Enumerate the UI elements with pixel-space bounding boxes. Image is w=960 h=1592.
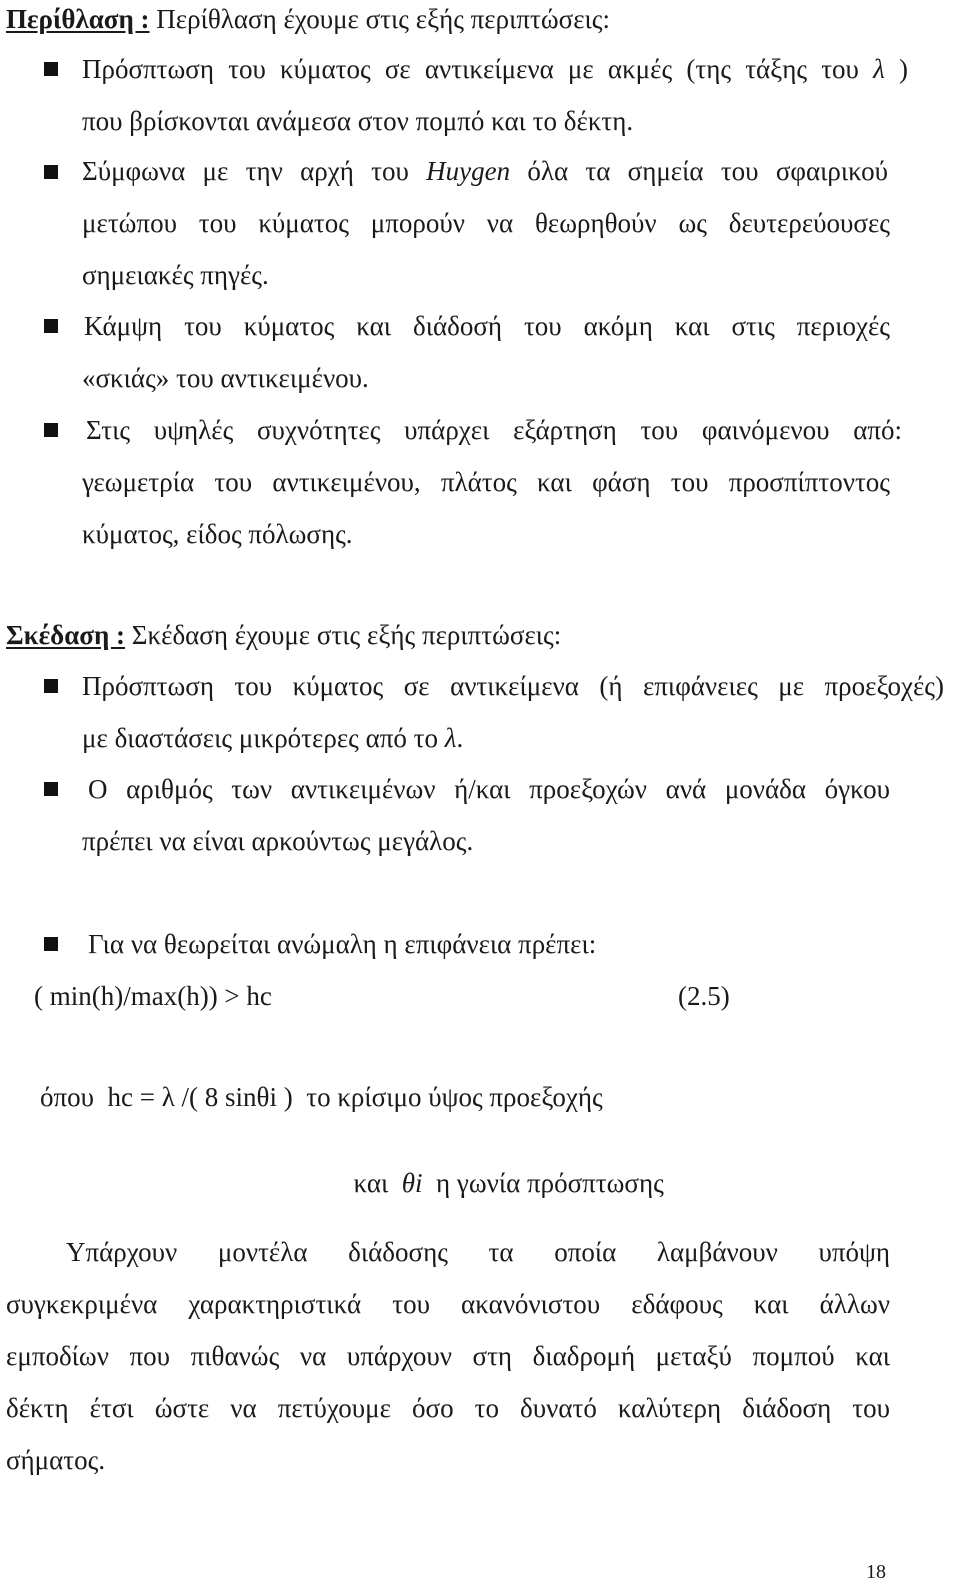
bullet-icon bbox=[44, 782, 58, 796]
diffraction-bullet-4-line-3: κύματος, είδος πόλωσης. bbox=[82, 519, 353, 549]
where-line-1: όπου hc = λ /( 8 sinθi ) το κρίσιμο ύψος προεξοχής bbox=[40, 1082, 603, 1112]
theta-i-symbol: θi bbox=[401, 1168, 423, 1198]
diffraction-bullet-4-line-2: γεωμετρία του αντικειμένου, πλάτος και φάση του προσπίπτοντος bbox=[82, 467, 890, 497]
scattering-intro: Σκέδαση έχουμε στις εξής περιπτώσεις: bbox=[125, 620, 562, 650]
closing-paragraph-line-5: σήματος. bbox=[6, 1445, 106, 1475]
bullet-icon bbox=[44, 423, 58, 437]
page-number: 18 bbox=[866, 1561, 886, 1583]
scattering-intro-line bbox=[6, 618, 561, 652]
diffraction-bullet-2-line-1: Σύμφωνα με την αρχή του Huygen όλα τα σημεία του σφαιρικού bbox=[82, 156, 888, 186]
diffraction-bullet-2-line-3: σημειακές πηγές. bbox=[82, 260, 269, 290]
diffraction-bullet-3-line-1: Κάμψη του κύματος και διάδοσή του ακόμη και στις περιοχές bbox=[84, 311, 890, 341]
where-line-2: και θi η γωνία πρόσπτωσης bbox=[353, 1168, 664, 1198]
diffraction-bullet-1-line-2: που βρίσκονται ανάμεσα στον πομπό και το δέκτη. bbox=[82, 106, 634, 136]
bullet-icon bbox=[44, 937, 58, 951]
equation-number: (2.5) bbox=[678, 981, 730, 1011]
diffraction-intro: Περίθλαση έχουμε στις εξής περιπτώσεις: bbox=[149, 4, 610, 34]
closing-paragraph-line-2: συγκεκριμένα χαρακτηριστικά του ακανόνιστου εδάφους και άλλων bbox=[6, 1289, 890, 1319]
lambda-symbol: λ bbox=[873, 54, 885, 84]
scattering-heading: Σκέδαση : bbox=[6, 620, 126, 650]
diffraction-bullet-1-line-1: Πρόσπτωση του κύματος σε αντικείμενα με ακμές (της τάξης του λ ) bbox=[82, 54, 908, 84]
huygen-name: Huygen bbox=[426, 156, 511, 186]
diffraction-bullet-2-line-2: μετώπου του κύματος μπορούν να θεωρηθούν ως δευτερεύουσες bbox=[82, 208, 890, 238]
diffraction-intro-line bbox=[6, 2, 610, 36]
bullet-icon bbox=[44, 319, 58, 333]
bullet-icon bbox=[44, 62, 58, 76]
diffraction-bullet-4-line-1: Στις υψηλές συχνότητες υπάρχει εξάρτηση του φαινόμενου από: bbox=[86, 415, 902, 445]
scattering-bullet-1-line-1: Πρόσπτωση του κύματος σε αντικείμενα (ή επιφάνειες με προεξοχές) bbox=[82, 671, 944, 701]
bullet-icon bbox=[44, 165, 58, 179]
scattering-bullet-1-line-2: με διαστάσεις μικρότερες από το λ. bbox=[82, 723, 464, 753]
diffraction-bullet-3-line-2: «σκιάς» του αντικειμένου. bbox=[82, 363, 369, 393]
closing-paragraph-line-3: εμποδίων που πιθανώς να υπάρχουν στη διαδρομή μεταξύ πομπού και bbox=[6, 1341, 890, 1371]
lambda-symbol: λ bbox=[444, 723, 457, 753]
diffraction-heading: Περίθλαση : bbox=[6, 4, 150, 34]
roughness-formula: ( min(h)/max(h)) > hc bbox=[34, 981, 272, 1011]
closing-paragraph-line-1: Υπάρχουν μοντέλα διάδοσης τα οποία λαμβάνουν υπόψη bbox=[66, 1237, 890, 1267]
scattering-bullet-2-line-2: πρέπει να είναι αρκούντως μεγάλος. bbox=[82, 826, 474, 856]
bullet-icon bbox=[44, 679, 58, 693]
scattering-bullet-2-line-1: Ο αριθμός των αντικειμένων ή/και προεξοχών ανά μονάδα όγκου bbox=[88, 774, 890, 804]
roughness-bullet: Για να θεωρείται ανώμαλη η επιφάνεια πρέπει: bbox=[88, 929, 597, 959]
closing-paragraph-line-4: δέκτη έτσι ώστε να πετύχουμε όσο το δυνατό καλύτερη διάδοση του bbox=[6, 1393, 890, 1423]
